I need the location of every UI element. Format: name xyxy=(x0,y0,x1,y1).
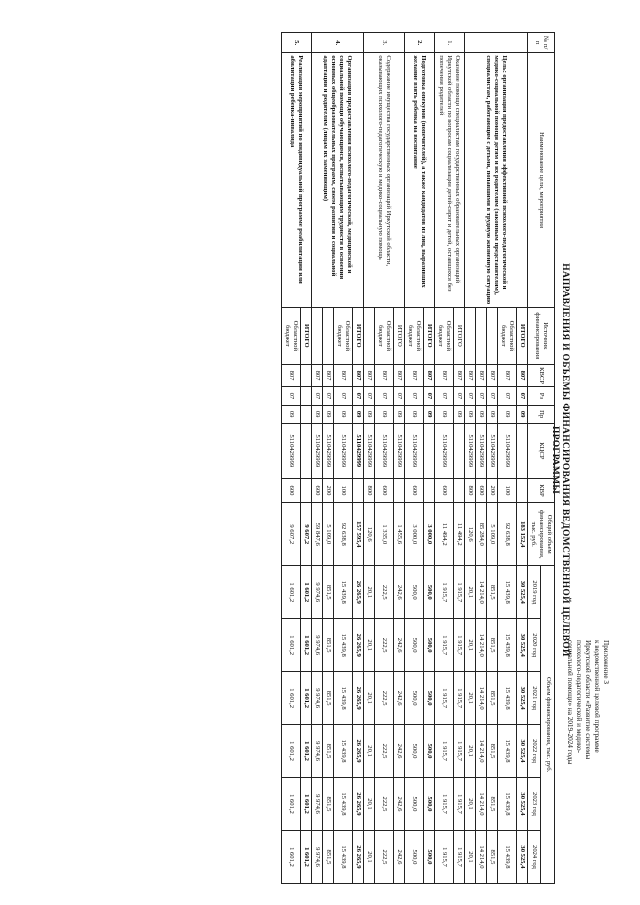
table-row xyxy=(301,33,312,884)
total-cell: 5 109,0 xyxy=(487,503,498,566)
year-value-cell: 1 601,2 xyxy=(282,619,301,672)
pr-cell: 09 xyxy=(334,405,353,423)
year-value-cell: 1 915,7 xyxy=(454,566,465,619)
year-value-cell: 15 439,8 xyxy=(498,566,517,619)
num-cell: 4. xyxy=(312,33,364,53)
kcsr-cell xyxy=(424,423,435,478)
header-name: Наименование цели, мероприятия xyxy=(528,53,555,307)
year-value-cell: 9 974,6 xyxy=(312,619,323,672)
year-value-cell: 851,5 xyxy=(487,725,498,778)
total-cell: 9 607,2 xyxy=(282,503,301,566)
rz-cell: 07 xyxy=(424,387,435,405)
year-value-cell: 20,1 xyxy=(465,725,476,778)
total-cell: 120,6 xyxy=(465,503,476,566)
year-value-cell: 1 601,2 xyxy=(282,830,301,883)
kvsr-cell: 807 xyxy=(394,364,405,386)
year-value-cell: 15 439,8 xyxy=(498,672,517,725)
year-value-cell: 15 439,8 xyxy=(334,566,353,619)
kcsr-cell: 5110429999 xyxy=(312,423,323,478)
year-value-cell: 851,5 xyxy=(323,778,334,831)
total-cell: 11 494,2 xyxy=(435,503,454,566)
year-value-cell: 30 525,4 xyxy=(517,725,528,778)
pr-cell: 09 xyxy=(394,405,405,423)
kvr-cell: 600 xyxy=(282,478,301,502)
source-cell: ИТОГО xyxy=(424,307,435,364)
year-value-cell: 1 915,7 xyxy=(435,778,454,831)
appendix-note xyxy=(565,640,610,900)
year-value-cell: 14 214,0 xyxy=(476,830,487,883)
kvsr-cell: 807 xyxy=(517,364,528,386)
year-value-cell: 30 525,4 xyxy=(517,672,528,725)
total-cell: 183 152,4 xyxy=(517,503,528,566)
year-value-cell: 851,5 xyxy=(323,672,334,725)
year-value-cell: 242,6 xyxy=(394,566,405,619)
source-cell: Областной бюджет xyxy=(435,307,454,364)
year-value-cell: 26 265,9 xyxy=(353,672,364,725)
year-value-cell: 851,5 xyxy=(487,566,498,619)
kvr-cell: 600 xyxy=(312,478,323,502)
pr-cell: 09 xyxy=(454,405,465,423)
year-value-cell: 1 601,2 xyxy=(282,778,301,831)
kvr-cell: 600 xyxy=(476,478,487,502)
year-value-cell: 20,1 xyxy=(465,778,476,831)
year-value-cell: 242,6 xyxy=(394,672,405,725)
header-kvr: КВР xyxy=(528,478,555,502)
kvr-cell: 600 xyxy=(375,478,394,502)
source-cell: Областной бюджет xyxy=(282,307,301,364)
rz-cell xyxy=(301,387,312,405)
header-year: 2022 год xyxy=(528,725,542,778)
year-value-cell: 851,5 xyxy=(323,830,334,883)
year-value-cell: 20,1 xyxy=(364,619,375,672)
year-value-cell: 851,5 xyxy=(487,830,498,883)
kcsr-cell: 5110429999 xyxy=(364,423,375,478)
kcsr-cell xyxy=(454,423,465,478)
kvsr-cell: 807 xyxy=(465,364,476,386)
kvsr-cell: 807 xyxy=(353,364,364,386)
rz-cell: 07 xyxy=(334,387,353,405)
total-cell: 3 000,0 xyxy=(405,503,424,566)
header-total: Общий объем финансирования, тыс. руб. xyxy=(528,503,555,566)
goal-name-cell: Цель: организация предоставления эффективной психолого-педагогической и медико-социальной помощи детям и их родителям (законным представителям), специалистам, работающим с детьми, попавшими в трудную жизненную ситуацию xyxy=(465,53,528,307)
source-cell: Областной бюджет xyxy=(498,307,517,364)
year-value-cell: 26 265,9 xyxy=(353,830,364,883)
num-cell xyxy=(465,33,528,53)
year-value-cell: 851,5 xyxy=(323,566,334,619)
year-value-cell: 500,0 xyxy=(405,725,424,778)
year-value-cell: 20,1 xyxy=(465,672,476,725)
year-value-cell: 500,0 xyxy=(424,725,435,778)
pr-cell: 09 xyxy=(498,405,517,423)
total-cell: 85 284,0 xyxy=(476,503,487,566)
kvsr-cell: 807 xyxy=(476,364,487,386)
kcsr-cell: 5110429999 xyxy=(375,423,394,478)
source-cell xyxy=(487,307,498,364)
year-value-cell: 14 214,0 xyxy=(476,619,487,672)
rz-cell: 07 xyxy=(312,387,323,405)
total-cell: 120,6 xyxy=(364,503,375,566)
year-value-cell: 500,0 xyxy=(424,566,435,619)
kvr-cell xyxy=(353,478,364,502)
year-value-cell: 20,1 xyxy=(364,566,375,619)
kvsr-cell: 807 xyxy=(454,364,465,386)
header-volume: Объем финансирования, тыс. руб. xyxy=(541,566,555,884)
year-value-cell: 15 439,8 xyxy=(334,778,353,831)
header-kcsr: КЦСР xyxy=(528,423,555,478)
year-value-cell: 30 525,4 xyxy=(517,830,528,883)
year-value-cell: 500,0 xyxy=(405,778,424,831)
pr-cell: 09 xyxy=(517,405,528,423)
pr-cell: 09 xyxy=(364,405,375,423)
kvr-cell: 600 xyxy=(435,478,454,502)
year-value-cell: 242,6 xyxy=(394,619,405,672)
activity-name-cell: Содержание имущества государственных организаций Иркутской области, оказывающих психолого-педагогическую и медико-социальную помощь xyxy=(364,53,405,307)
header-year: 2020 год xyxy=(528,619,542,672)
rz-cell: 07 xyxy=(405,387,424,405)
kvsr-cell: 807 xyxy=(375,364,394,386)
year-value-cell: 242,6 xyxy=(394,725,405,778)
appendix-line: психолого-педагогической и медико- xyxy=(575,640,583,754)
year-value-cell: 1 601,2 xyxy=(301,619,312,672)
kvsr-cell: 807 xyxy=(498,364,517,386)
year-value-cell: 20,1 xyxy=(465,830,476,883)
year-value-cell: 20,1 xyxy=(364,672,375,725)
year-value-cell: 15 439,8 xyxy=(334,672,353,725)
year-value-cell: 9 974,6 xyxy=(312,778,323,831)
rz-cell: 07 xyxy=(353,387,364,405)
year-value-cell: 500,0 xyxy=(405,619,424,672)
kcsr-cell: 5110429999 xyxy=(282,423,301,478)
year-value-cell: 1 915,7 xyxy=(454,778,465,831)
rz-cell: 07 xyxy=(454,387,465,405)
pr-cell: 09 xyxy=(375,405,394,423)
kvsr-cell: 807 xyxy=(405,364,424,386)
rz-cell: 07 xyxy=(517,387,528,405)
pr-cell: 09 xyxy=(312,405,323,423)
year-value-cell: 26 265,9 xyxy=(353,778,364,831)
kvsr-cell xyxy=(301,364,312,386)
year-value-cell: 1 601,2 xyxy=(301,566,312,619)
kvr-cell xyxy=(517,478,528,502)
total-cell: 1 335,0 xyxy=(375,503,394,566)
year-value-cell: 851,5 xyxy=(487,672,498,725)
kcsr-cell: 5110429999 xyxy=(498,423,517,478)
kvr-cell xyxy=(301,478,312,502)
appendix-line: социальной помощи» на 2019-2024 годы xyxy=(566,640,574,765)
year-value-cell: 1 601,2 xyxy=(282,672,301,725)
year-value-cell: 222,5 xyxy=(375,830,394,883)
num-cell: 3. xyxy=(364,33,405,53)
source-cell xyxy=(476,307,487,364)
year-value-cell: 1 915,7 xyxy=(435,672,454,725)
source-cell: ИТОГО xyxy=(301,307,312,364)
source-cell: ИТОГО xyxy=(454,307,465,364)
year-value-cell: 1 915,7 xyxy=(435,830,454,883)
kvr-cell: 100 xyxy=(334,478,353,502)
activity-name-cell: Оказание помощи специалистам государственных образовательных организаций Иркутской области по вопросам социализации детей-сирот и детей, оставшихся без попечения родителей xyxy=(435,53,465,307)
pr-cell: 09 xyxy=(476,405,487,423)
kvr-cell xyxy=(454,478,465,502)
year-value-cell: 1 915,7 xyxy=(454,672,465,725)
document-title: НАПРАВЛЕНИЯ И ОБЪЕМЫ ФИНАНСИРОВАНИЯ ВЕДОМСТВЕННОЙ ЦЕЛЕВОЙ ПРОГРАММЫ xyxy=(550,263,570,657)
pr-cell: 09 xyxy=(405,405,424,423)
year-value-cell: 500,0 xyxy=(424,619,435,672)
kvr-cell: 200 xyxy=(487,478,498,502)
kvsr-cell: 807 xyxy=(364,364,375,386)
pr-cell: 09 xyxy=(353,405,364,423)
year-value-cell: 1 915,7 xyxy=(435,619,454,672)
header-num: № п/п xyxy=(528,33,555,53)
year-value-cell: 500,0 xyxy=(405,566,424,619)
appendix-line: Иркутской области «Развитие системы xyxy=(584,640,592,760)
activity-name-cell: Подготовка опекунов (попечителей), а также кандидатов из лиц, выразивших желание взять ребенка на воспитание xyxy=(405,53,435,307)
kcsr-cell: 5110429999 xyxy=(476,423,487,478)
year-value-cell: 15 439,8 xyxy=(498,830,517,883)
pr-cell: 09 xyxy=(424,405,435,423)
header-rz: Рз xyxy=(528,387,555,405)
source-cell xyxy=(323,307,334,364)
year-value-cell: 9 974,6 xyxy=(312,830,323,883)
activity-name-cell: Организация предоставления психолого-педагогической, медицинской и социальной помощи обучающимся, испытывающим трудности в освоении основных общеобразовательных программ, своем развитии и социальной адаптации и родителям (лицам их заменяющим) xyxy=(312,53,364,307)
year-value-cell: 15 439,8 xyxy=(498,619,517,672)
table-body xyxy=(282,33,528,884)
year-value-cell: 851,5 xyxy=(323,619,334,672)
year-value-cell: 1 601,2 xyxy=(301,672,312,725)
rz-cell: 07 xyxy=(394,387,405,405)
source-cell: Областной бюджет xyxy=(405,307,424,364)
year-value-cell: 20,1 xyxy=(465,566,476,619)
rz-cell: 07 xyxy=(375,387,394,405)
total-cell: 3 000,0 xyxy=(424,503,435,566)
year-value-cell: 1 601,2 xyxy=(301,725,312,778)
kcsr-cell: 5110429999 xyxy=(405,423,424,478)
rz-cell: 07 xyxy=(465,387,476,405)
header-year: 2019 год xyxy=(528,566,542,619)
source-cell: ИТОГО xyxy=(517,307,528,364)
year-value-cell: 222,5 xyxy=(375,672,394,725)
rz-cell: 07 xyxy=(487,387,498,405)
kvr-cell: 600 xyxy=(405,478,424,502)
total-cell: 92 638,8 xyxy=(334,503,353,566)
header-source: Источник финансирования xyxy=(528,307,555,364)
kcsr-cell: 5110429999 xyxy=(465,423,476,478)
table-row xyxy=(454,33,465,884)
appendix-line: к ведомственной целевой программе xyxy=(593,640,601,753)
kvsr-cell: 807 xyxy=(487,364,498,386)
kvsr-cell: 807 xyxy=(435,364,454,386)
year-value-cell: 500,0 xyxy=(424,778,435,831)
year-value-cell: 1 601,2 xyxy=(282,566,301,619)
source-cell: Областной бюджет xyxy=(334,307,353,364)
kvsr-cell: 807 xyxy=(323,364,334,386)
kcsr-cell xyxy=(517,423,528,478)
year-value-cell: 20,1 xyxy=(364,778,375,831)
rz-cell: 07 xyxy=(435,387,454,405)
year-value-cell: 222,5 xyxy=(375,566,394,619)
header-row xyxy=(541,33,555,884)
year-value-cell: 1 915,7 xyxy=(435,566,454,619)
pr-cell xyxy=(301,405,312,423)
header-pr: Пр xyxy=(528,405,555,423)
total-cell: 9 607,2 xyxy=(301,503,312,566)
year-value-cell: 222,5 xyxy=(375,778,394,831)
kvr-cell xyxy=(394,478,405,502)
year-value-cell: 30 525,4 xyxy=(517,566,528,619)
kvsr-cell: 807 xyxy=(424,364,435,386)
source-cell xyxy=(364,307,375,364)
source-cell: Областной бюджет xyxy=(375,307,394,364)
kvr-cell: 100 xyxy=(498,478,517,502)
year-value-cell: 851,5 xyxy=(323,725,334,778)
year-value-cell: 1 915,7 xyxy=(454,830,465,883)
rz-cell: 07 xyxy=(364,387,375,405)
num-cell: 1. xyxy=(435,33,465,53)
kcsr-cell: 5110429999 xyxy=(487,423,498,478)
total-cell: 92 638,8 xyxy=(498,503,517,566)
pr-cell: 09 xyxy=(465,405,476,423)
year-value-cell: 15 439,8 xyxy=(334,619,353,672)
year-value-cell: 15 439,8 xyxy=(498,725,517,778)
kcsr-cell xyxy=(301,423,312,478)
total-cell: 1 455,6 xyxy=(394,503,405,566)
table-row xyxy=(394,33,405,884)
pr-cell: 09 xyxy=(435,405,454,423)
year-value-cell: 222,5 xyxy=(375,725,394,778)
year-value-cell: 242,6 xyxy=(394,778,405,831)
year-value-cell: 242,6 xyxy=(394,830,405,883)
activity-name-cell: Реализация мероприятий по индивидуальной программе реабилитации или абилитации ребенка-инвалида xyxy=(282,53,312,307)
header-year: 2021 год xyxy=(528,672,542,725)
kcsr-cell: 5110429999 xyxy=(323,423,334,478)
pr-cell: 09 xyxy=(282,405,301,423)
year-value-cell: 26 265,9 xyxy=(353,725,364,778)
rz-cell: 07 xyxy=(498,387,517,405)
total-cell: 157 595,4 xyxy=(353,503,364,566)
total-cell: 5 109,0 xyxy=(323,503,334,566)
total-cell: 59 847,6 xyxy=(312,503,323,566)
year-value-cell: 30 525,4 xyxy=(517,619,528,672)
year-value-cell: 1 601,2 xyxy=(301,778,312,831)
year-value-cell: 500,0 xyxy=(424,672,435,725)
year-value-cell: 14 214,0 xyxy=(476,725,487,778)
year-value-cell: 9 974,6 xyxy=(312,725,323,778)
header-kvsr: КВСР xyxy=(528,364,555,386)
year-value-cell: 14 214,0 xyxy=(476,672,487,725)
table-row xyxy=(353,33,364,884)
year-value-cell: 500,0 xyxy=(424,830,435,883)
year-value-cell: 851,5 xyxy=(487,619,498,672)
funding-table xyxy=(281,32,555,884)
appendix-line: Приложение 3 xyxy=(602,640,610,684)
pr-cell: 09 xyxy=(487,405,498,423)
table-row xyxy=(517,33,528,884)
source-cell xyxy=(465,307,476,364)
header-year: 2024 год xyxy=(528,830,542,883)
header-year: 2023 год xyxy=(528,778,542,831)
year-value-cell: 20,1 xyxy=(364,830,375,883)
kvr-cell: 800 xyxy=(465,478,476,502)
year-value-cell: 20,1 xyxy=(364,725,375,778)
year-value-cell: 9 974,6 xyxy=(312,566,323,619)
year-value-cell: 1 915,7 xyxy=(435,725,454,778)
year-value-cell: 222,5 xyxy=(375,619,394,672)
rz-cell: 07 xyxy=(476,387,487,405)
kvr-cell: 200 xyxy=(323,478,334,502)
num-cell: 2. xyxy=(405,33,435,53)
year-value-cell: 30 525,4 xyxy=(517,778,528,831)
year-value-cell: 1 915,7 xyxy=(454,725,465,778)
year-value-cell: 14 214,0 xyxy=(476,778,487,831)
source-cell: ИТОГО xyxy=(394,307,405,364)
kvsr-cell: 807 xyxy=(282,364,301,386)
kcsr-cell: 5110429999 xyxy=(353,423,364,478)
year-value-cell: 851,5 xyxy=(487,778,498,831)
year-value-cell: 1 601,2 xyxy=(282,725,301,778)
year-value-cell: 14 214,0 xyxy=(476,566,487,619)
kvr-cell: 800 xyxy=(364,478,375,502)
year-value-cell: 15 439,8 xyxy=(334,725,353,778)
source-cell: ИТОГО xyxy=(353,307,364,364)
pr-cell: 09 xyxy=(323,405,334,423)
year-value-cell: 20,1 xyxy=(465,619,476,672)
kcsr-cell: 5110429999 xyxy=(394,423,405,478)
rz-cell: 07 xyxy=(282,387,301,405)
year-value-cell: 500,0 xyxy=(405,672,424,725)
year-value-cell: 1 915,7 xyxy=(454,619,465,672)
year-value-cell: 15 439,8 xyxy=(498,778,517,831)
num-cell: 5. xyxy=(282,33,312,53)
year-value-cell: 26 265,9 xyxy=(353,566,364,619)
kcsr-cell: 5110429999 xyxy=(435,423,454,478)
kcsr-cell: 5110429999 xyxy=(334,423,353,478)
year-value-cell: 26 265,9 xyxy=(353,619,364,672)
kvsr-cell: 807 xyxy=(334,364,353,386)
kvsr-cell: 807 xyxy=(312,364,323,386)
source-cell xyxy=(312,307,323,364)
rz-cell: 07 xyxy=(323,387,334,405)
total-cell: 11 494,2 xyxy=(454,503,465,566)
kvr-cell xyxy=(424,478,435,502)
year-value-cell: 500,0 xyxy=(405,830,424,883)
table-row xyxy=(424,33,435,884)
year-value-cell: 1 601,2 xyxy=(301,830,312,883)
year-value-cell: 15 439,8 xyxy=(334,830,353,883)
year-value-cell: 9 974,6 xyxy=(312,672,323,725)
